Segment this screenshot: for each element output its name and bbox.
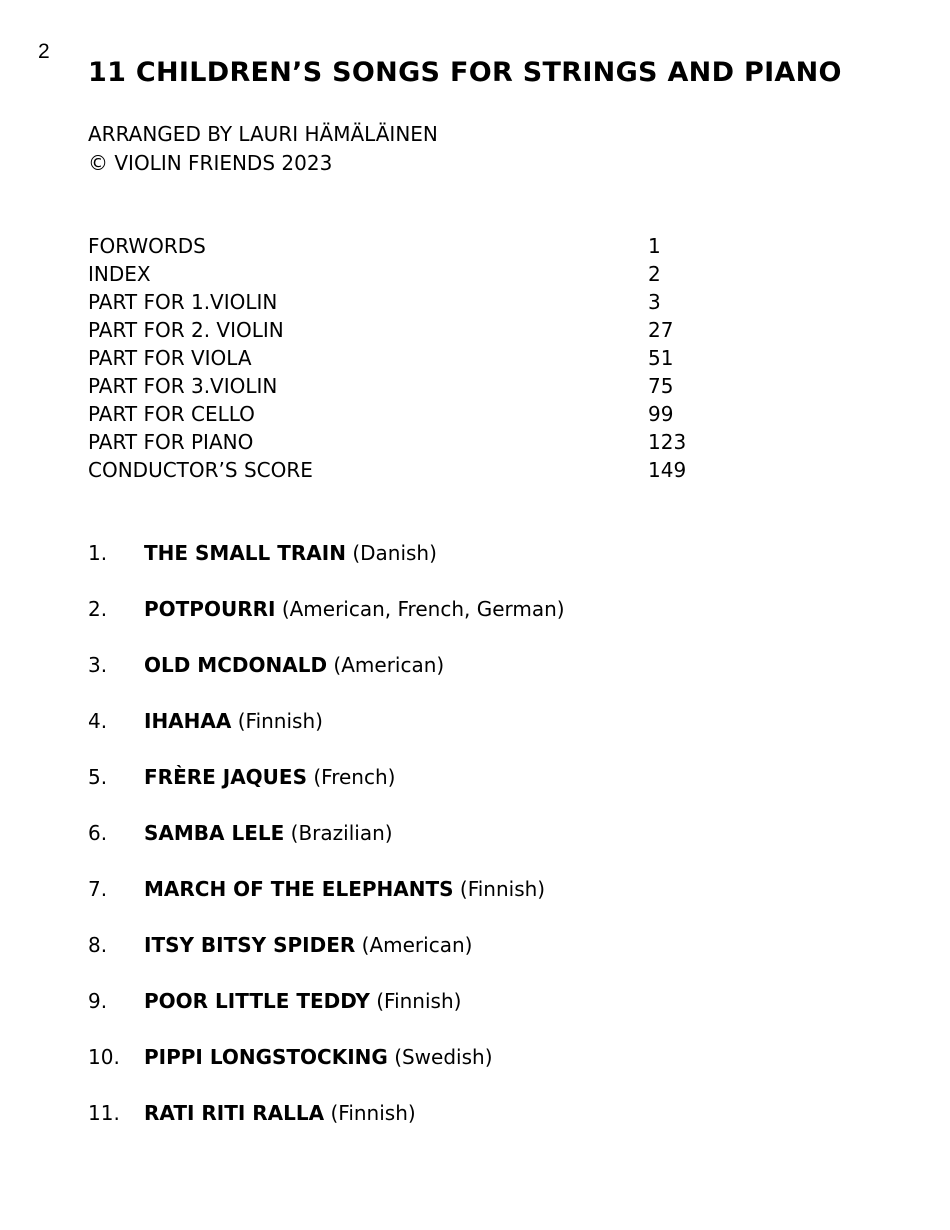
table-of-contents xyxy=(88,232,708,484)
song-item xyxy=(88,818,888,874)
toc-label: PART FOR CELLO xyxy=(88,402,255,426)
song-origin: (Finnish) xyxy=(330,1101,416,1125)
song-list xyxy=(88,538,888,1154)
toc-row xyxy=(88,428,708,456)
song-item xyxy=(88,706,888,762)
arranger-line: ARRANGED BY LAURI HÄMÄLÄINEN xyxy=(88,122,438,146)
toc-label: PART FOR 3.VIOLIN xyxy=(88,374,278,398)
toc-row xyxy=(88,288,708,316)
song-origin: (French) xyxy=(313,765,396,789)
toc-label: PART FOR VIOLA xyxy=(88,346,252,370)
toc-page-number: 51 xyxy=(648,346,674,370)
song-title: ITSY BITSY SPIDER xyxy=(144,933,356,957)
song-origin: (American, French, German) xyxy=(281,597,565,621)
toc-label: FORWORDS xyxy=(88,234,206,258)
toc-row xyxy=(88,372,708,400)
song-title: OLD MCDONALD xyxy=(144,653,328,677)
song-item xyxy=(88,930,888,986)
song-number: 10. xyxy=(88,1045,120,1069)
song-item xyxy=(88,594,888,650)
song-origin: (American) xyxy=(333,653,445,677)
song-number: 3. xyxy=(88,653,108,677)
toc-page-number: 99 xyxy=(648,402,674,426)
copyright-line: © VIOLIN FRIENDS 2023 xyxy=(88,151,333,175)
song-item xyxy=(88,538,888,594)
song-origin: (Swedish) xyxy=(394,1045,493,1069)
song-number: 8. xyxy=(88,933,108,957)
song-title: RATI RITI RALLA xyxy=(144,1101,325,1125)
document-title: 11 CHILDREN’S SONGS FOR STRINGS AND PIANO xyxy=(88,57,842,88)
toc-row xyxy=(88,232,708,260)
credits xyxy=(88,120,438,178)
toc-page-number: 1 xyxy=(648,234,661,258)
song-origin: (Finnish) xyxy=(459,877,546,901)
toc-label: CONDUCTOR’S SCORE xyxy=(88,458,313,482)
song-title: POOR LITTLE TEDDY xyxy=(144,989,370,1013)
toc-page-number: 27 xyxy=(648,318,674,342)
song-item xyxy=(88,650,888,706)
song-origin: (Finnish) xyxy=(237,709,323,733)
toc-label: INDEX xyxy=(88,262,151,286)
song-number: 2. xyxy=(88,597,108,621)
song-origin: (Brazilian) xyxy=(290,821,393,845)
toc-row xyxy=(88,316,708,344)
toc-label: PART FOR 2. VIOLIN xyxy=(88,318,284,342)
page-number: 2 xyxy=(38,40,50,63)
song-item xyxy=(88,1098,888,1154)
song-number: 11. xyxy=(88,1101,120,1125)
toc-row xyxy=(88,344,708,372)
song-number: 5. xyxy=(88,765,108,789)
song-title: PIPPI LONGSTOCKING xyxy=(144,1045,388,1069)
song-number: 9. xyxy=(88,989,108,1013)
toc-label: PART FOR 1.VIOLIN xyxy=(88,290,278,314)
song-title: POTPOURRI xyxy=(144,597,276,621)
song-item xyxy=(88,1042,888,1098)
song-item xyxy=(88,874,888,930)
toc-page-number: 3 xyxy=(648,290,661,314)
song-number: 6. xyxy=(88,821,108,845)
song-origin: (Finnish) xyxy=(376,989,462,1013)
toc-page-number: 123 xyxy=(648,430,687,454)
song-item xyxy=(88,986,888,1042)
song-title: IHAHAA xyxy=(144,709,232,733)
song-title: MARCH OF THE ELEPHANTS xyxy=(144,877,454,901)
toc-page-number: 2 xyxy=(648,262,661,286)
toc-page-number: 75 xyxy=(648,374,674,398)
song-item xyxy=(88,762,888,818)
song-origin: (Danish) xyxy=(352,541,437,565)
song-title: THE SMALL TRAIN xyxy=(144,541,346,565)
song-title: FRÈRE JAQUES xyxy=(144,765,307,789)
toc-label: PART FOR PIANO xyxy=(88,430,254,454)
song-number: 7. xyxy=(88,877,108,901)
song-origin: (American) xyxy=(361,933,473,957)
song-number: 1. xyxy=(88,541,108,565)
toc-row xyxy=(88,260,708,288)
toc-page-number: 149 xyxy=(648,458,687,482)
song-title: SAMBA LELE xyxy=(144,821,285,845)
toc-row xyxy=(88,456,708,484)
toc-row xyxy=(88,400,708,428)
song-number: 4. xyxy=(88,709,108,733)
